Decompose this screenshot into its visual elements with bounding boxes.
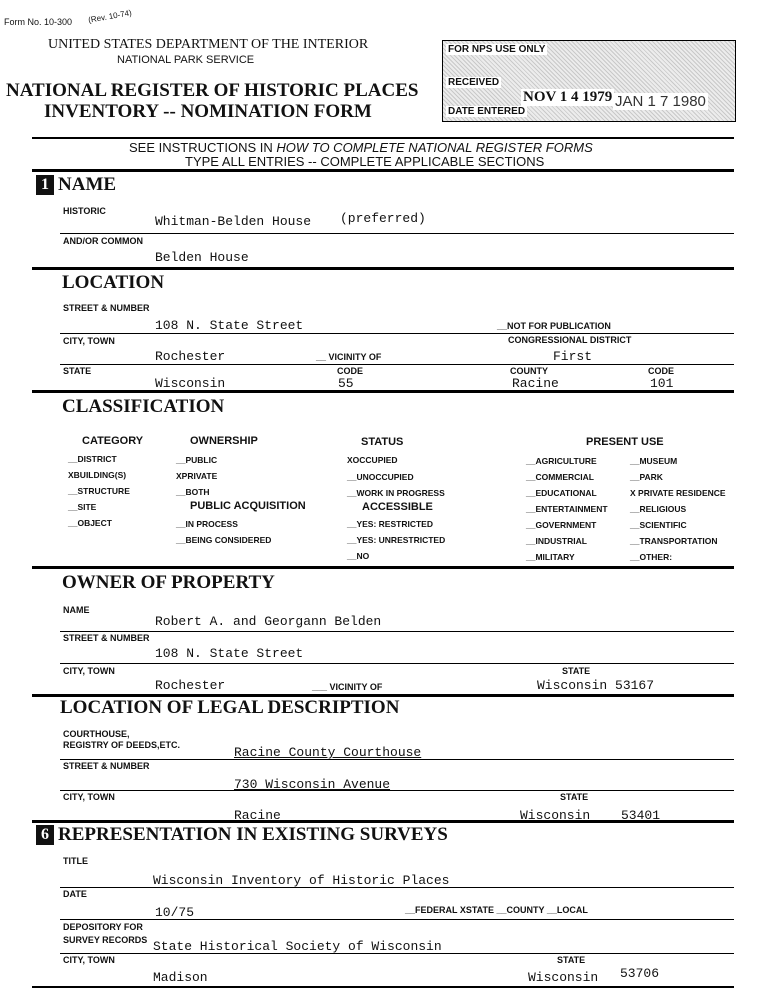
ownership-option: __BOTH bbox=[176, 487, 210, 497]
historic-label: HISTORIC bbox=[63, 206, 106, 216]
ownership-heading: OWNERSHIP bbox=[190, 435, 258, 447]
owner-city-label: CITY, TOWN bbox=[63, 666, 115, 676]
ownership-option: XPRIVATE bbox=[176, 471, 218, 481]
present-use-option: __TRANSPORTATION bbox=[630, 536, 718, 546]
section-surveys-heading bbox=[36, 824, 448, 846]
accessible-option: __NO bbox=[347, 551, 370, 561]
section-owner-heading: OWNER OF PROPERTY bbox=[62, 572, 275, 593]
state-label: STATE bbox=[63, 366, 92, 376]
owner-name-label: NAME bbox=[63, 605, 90, 615]
vicinity-label: __ VICINITY OF bbox=[316, 352, 382, 362]
rule bbox=[32, 566, 734, 569]
category-option: __OBJECT bbox=[68, 518, 112, 528]
form-title-line1: NATIONAL REGISTER OF HISTORIC PLACES bbox=[6, 80, 419, 101]
category-option: __SITE bbox=[68, 502, 97, 512]
accessible-option: __YES: UNRESTRICTED bbox=[347, 535, 446, 545]
section-number: 6 bbox=[36, 825, 54, 845]
rule bbox=[60, 887, 734, 888]
section-name-heading bbox=[36, 174, 116, 196]
courthouse-label: COURTHOUSE, bbox=[63, 729, 130, 739]
instructions-line1 bbox=[129, 140, 593, 155]
public-acquisition-option: __IN PROCESS bbox=[176, 519, 238, 529]
rule bbox=[60, 631, 734, 632]
present-use-option: __GOVERNMENT bbox=[526, 520, 597, 530]
accessible-option: __YES: RESTRICTED bbox=[347, 519, 433, 529]
rule bbox=[32, 390, 734, 393]
present-use-option: __COMMERCIAL bbox=[526, 472, 595, 482]
present-use-option: __MILITARY bbox=[526, 552, 575, 562]
survey-title-label: TITLE bbox=[63, 856, 88, 866]
present-use-option: __SCIENTIFIC bbox=[630, 520, 687, 530]
not-for-publication: __NOT FOR PUBLICATION bbox=[497, 321, 611, 331]
survey-city: Madison bbox=[153, 970, 208, 985]
state-code: 55 bbox=[338, 376, 354, 391]
nps-use-only-box bbox=[442, 40, 736, 122]
instructions-ref: HOW TO COMPLETE NATIONAL REGISTER FORMS bbox=[276, 140, 593, 155]
historic-name: Whitman-Belden House bbox=[155, 214, 312, 229]
section-title: NAME bbox=[58, 174, 117, 195]
survey-city-label: CITY, TOWN bbox=[63, 955, 115, 965]
accessible-heading: ACCESSIBLE bbox=[362, 501, 433, 513]
received-stamp: NOV 1 4 1979 bbox=[523, 89, 613, 105]
owner-state: Wisconsin 53167 bbox=[537, 678, 655, 693]
form-title-line2: INVENTORY -- NOMINATION FORM bbox=[44, 101, 372, 122]
survey-levels: __FEDERAL XSTATE __COUNTY __LOCAL bbox=[405, 905, 588, 915]
rule bbox=[60, 759, 734, 760]
rule bbox=[60, 333, 734, 334]
section-legal-heading: LOCATION OF LEGAL DESCRIPTION bbox=[60, 697, 400, 718]
ownership-option: __PUBLIC bbox=[176, 455, 218, 465]
survey-state: Wisconsin bbox=[528, 970, 599, 985]
legal-street-label: STREET & NUMBER bbox=[63, 761, 150, 771]
rule bbox=[60, 790, 734, 791]
category-option: XBUILDING(S) bbox=[68, 470, 127, 480]
location-city: Rochester bbox=[155, 349, 226, 364]
legal-state: Wisconsin bbox=[520, 808, 591, 823]
county-code: 101 bbox=[650, 376, 674, 391]
form-number: Form No. 10-300 bbox=[4, 17, 73, 27]
location-county: Racine bbox=[512, 376, 559, 391]
present-use-heading: PRESENT USE bbox=[586, 436, 664, 448]
present-use-option: __MUSEUM bbox=[630, 456, 678, 466]
status-option: XOCCUPIED bbox=[347, 455, 398, 465]
survey-records-label: SURVEY RECORDS bbox=[63, 935, 148, 945]
present-use-option: __EDUCATIONAL bbox=[526, 488, 597, 498]
owner-city: Rochester bbox=[155, 678, 226, 693]
rule bbox=[32, 169, 734, 172]
category-option: __STRUCTURE bbox=[68, 486, 130, 496]
survey-state-label: STATE bbox=[557, 955, 586, 965]
status-option: __WORK IN PROGRESS bbox=[347, 488, 445, 498]
common-name: Belden House bbox=[155, 250, 249, 265]
county-code-label: CODE bbox=[648, 366, 675, 376]
city-label: CITY, TOWN bbox=[63, 336, 115, 346]
legal-city: Racine bbox=[234, 808, 281, 823]
depository-label: DEPOSITORY FOR bbox=[63, 922, 143, 932]
instructions-line2: TYPE ALL ENTRIES -- COMPLETE APPLICABLE SECTIONS bbox=[185, 154, 545, 169]
nps-use-label: FOR NPS USE ONLY bbox=[448, 44, 546, 55]
form-revision: (Rev. 10-74) bbox=[87, 8, 133, 25]
congressional-label: CONGRESSIONAL DISTRICT bbox=[508, 335, 632, 345]
location-street: 108 N. State Street bbox=[155, 318, 304, 333]
public-acquisition-option: __BEING CONSIDERED bbox=[176, 535, 272, 545]
public-acquisition-heading: PUBLIC ACQUISITION bbox=[190, 500, 306, 512]
section-number: 1 bbox=[36, 175, 54, 195]
owner-vicinity: ___ VICINITY OF bbox=[312, 682, 383, 692]
status-heading: STATUS bbox=[361, 436, 404, 448]
present-use-option: __RELIGIOUS bbox=[630, 504, 687, 514]
service-name: NATIONAL PARK SERVICE bbox=[117, 54, 255, 66]
owner-street-label: STREET & NUMBER bbox=[63, 633, 150, 643]
location-state: Wisconsin bbox=[155, 376, 226, 391]
depository: State Historical Society of Wisconsin bbox=[153, 939, 442, 954]
present-use-option: __ENTERTAINMENT bbox=[526, 504, 608, 514]
street-label: STREET & NUMBER bbox=[63, 303, 150, 313]
owner-name: Robert A. and Georgann Belden bbox=[155, 614, 382, 629]
status-option: __UNOCCUPIED bbox=[347, 472, 414, 482]
courthouse: Racine County Courthouse bbox=[234, 745, 422, 760]
rule bbox=[32, 137, 734, 139]
survey-date: 10/75 bbox=[155, 905, 195, 920]
rule bbox=[32, 267, 734, 270]
congressional-district: First bbox=[553, 349, 593, 364]
category-heading: CATEGORY bbox=[82, 435, 144, 447]
survey-date-label: DATE bbox=[63, 889, 87, 899]
present-use-option: __AGRICULTURE bbox=[526, 456, 597, 466]
county-label: COUNTY bbox=[510, 366, 548, 376]
rule bbox=[60, 364, 734, 365]
survey-title: Wisconsin Inventory of Historic Places bbox=[153, 873, 450, 888]
present-use-option: __INDUSTRIAL bbox=[526, 536, 587, 546]
section-location-heading: LOCATION bbox=[62, 272, 165, 293]
legal-city-label: CITY, TOWN bbox=[63, 792, 115, 802]
present-use-option: X PRIVATE RESIDENCE bbox=[630, 488, 726, 498]
code-label: CODE bbox=[337, 366, 364, 376]
section-classification-heading: CLASSIFICATION bbox=[62, 396, 225, 417]
received-label: RECEIVED bbox=[448, 77, 500, 88]
date-entered-label: DATE ENTERED bbox=[448, 106, 526, 117]
rule bbox=[60, 233, 734, 234]
entered-stamp: JAN 1 7 1980 bbox=[615, 93, 706, 110]
survey-zip: 53706 bbox=[620, 966, 660, 981]
present-use-option: __OTHER: bbox=[630, 552, 673, 562]
registry-label: REGISTRY OF DEEDS,ETC. bbox=[63, 740, 181, 750]
owner-state-label: STATE bbox=[562, 666, 591, 676]
rule bbox=[60, 953, 734, 954]
rule bbox=[32, 820, 734, 823]
preferred-note: (preferred) bbox=[340, 211, 426, 226]
legal-street: 730 Wisconsin Avenue bbox=[234, 777, 391, 792]
rule bbox=[60, 919, 734, 920]
common-label: AND/OR COMMON bbox=[63, 236, 143, 246]
section-title: REPRESENTATION IN EXISTING SURVEYS bbox=[58, 824, 448, 845]
owner-street: 108 N. State Street bbox=[155, 646, 304, 661]
legal-state-label: STATE bbox=[560, 792, 589, 802]
rule bbox=[32, 986, 734, 988]
legal-zip: 53401 bbox=[621, 808, 661, 823]
department-name: UNITED STATES DEPARTMENT OF THE INTERIOR bbox=[48, 37, 369, 52]
category-option: __DISTRICT bbox=[68, 454, 117, 464]
instructions-text: SEE INSTRUCTIONS IN bbox=[129, 140, 273, 155]
present-use-option: __PARK bbox=[630, 472, 663, 482]
rule bbox=[60, 663, 734, 664]
